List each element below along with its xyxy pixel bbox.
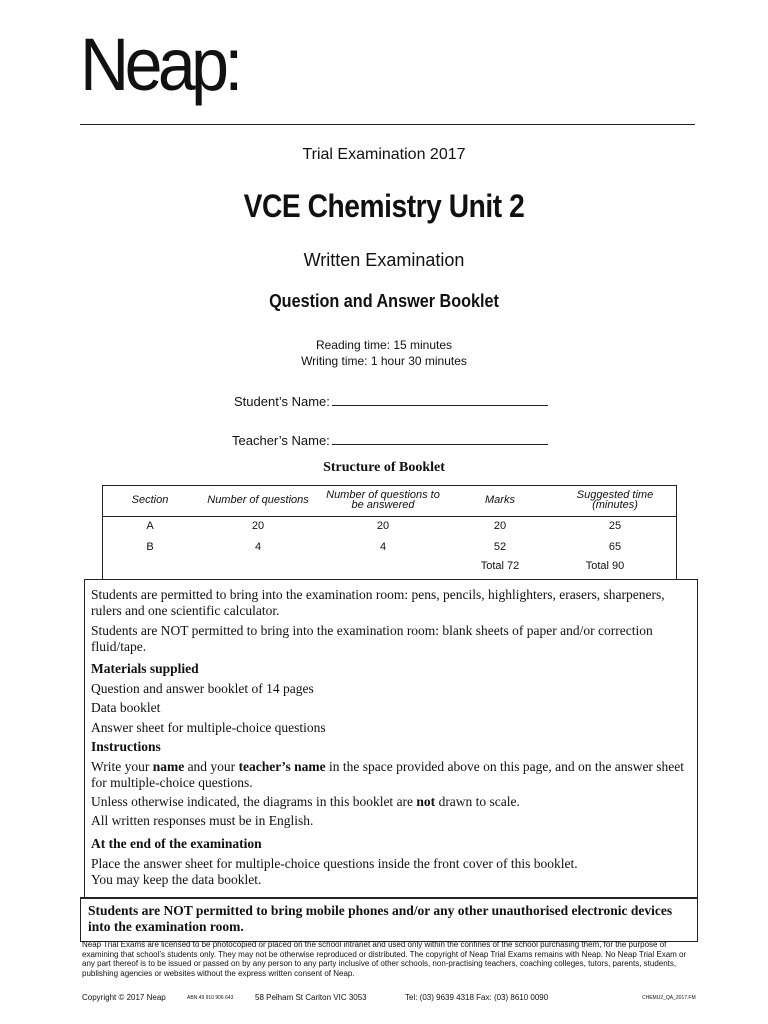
student-name-line[interactable] (332, 394, 548, 406)
materials-heading: Materials supplied (91, 661, 199, 676)
end-instruction: You may keep the data booklet. (91, 872, 262, 887)
table-header (103, 486, 676, 517)
booklet-title: Question and Answer Booklet (269, 291, 499, 311)
footer-abn: ABN 49 910 906 643 (187, 995, 234, 1001)
instructions-box (84, 579, 698, 899)
page-title: VCE Chemistry Unit 2 (243, 188, 525, 224)
material-item: Data booklet (91, 700, 161, 715)
table-cell: B (146, 541, 154, 553)
permitted-text: Students are permitted to bring into the examination room: pens, pencils, highlighters, erasers, sharpeners, rulers and one scientific calculator. (91, 587, 665, 618)
writing-time: Writing time: 1 hour 30 minutes (301, 354, 467, 368)
footer-contact: Tel: (03) 9639 4318 Fax: (03) 8610 0090 (405, 993, 549, 1002)
material-item: Question and answer booklet of 14 pages (91, 681, 314, 696)
header-marks: Marks (485, 494, 515, 506)
table-cell: 4 (254, 541, 262, 553)
student-name-field[interactable] (234, 394, 548, 409)
instruction-name: Write your name and your teacher’s name in the space provided above on this page, and on the answer sheet for multiple-choice questions. (91, 759, 685, 790)
header-num-questions: Number of questions (207, 494, 309, 506)
structure-table (102, 485, 677, 579)
end-instruction: Place the answer sheet for multiple-choice questions inside the front cover of this booklet. (91, 856, 578, 871)
structure-title: Structure of Booklet (323, 460, 445, 475)
warning-box (80, 897, 698, 942)
table-cell: 4 (379, 541, 387, 553)
footer-address: 58 Pelham St Carlton VIC 3053 (255, 993, 367, 1002)
warning-text: Students are NOT permitted to bring mobile phones and/or any other unauthorised electronic devices into the examination room. (88, 903, 673, 934)
total-time: Total 90 (585, 560, 625, 572)
teacher-name-label: Teacher’s Name: (232, 433, 330, 448)
exam-line: Trial Examination 2017 (302, 146, 466, 163)
table-cell: 65 (608, 541, 622, 553)
header-time: Suggested time (minutes) (576, 489, 654, 511)
end-heading: At the end of the examination (91, 836, 262, 851)
subtitle: Written Examination (303, 250, 465, 270)
instruction-scale: Unless otherwise indicated, the diagrams in this booklet are not drawn to scale. (91, 794, 520, 809)
header-rule (80, 124, 695, 125)
not-permitted-text: Students are NOT permitted to bring into the examination room: blank sheets of paper and/or correction fluid/tape. (91, 623, 653, 654)
reading-time: Reading time: 15 minutes (315, 338, 453, 352)
table-cell: 25 (608, 520, 622, 532)
header-to-answer: Number of questions to be answered (326, 489, 440, 511)
neap-logo: Neap: (80, 23, 239, 106)
legal-notice: Neap Trial Exams are licensed to be photocopied or placed on the school intranet and used only within the confines of the school purchasing them, for the purpose of examining that school’s students only. They may not be otherwise reproduced or distributed. The copyright of Neap Trial Exams remains with Neap. No Neap Trial Exam or any part thereof is to be issued or passed on by any person to any party inclusive of other schools, non-practising teachers, coaching colleges, tutors, parents, students, publishing agencies or websites without the express written consent of Neap. (82, 940, 687, 978)
teacher-name-line[interactable] (332, 433, 548, 445)
footer-code: CHEMU2_QA_2017.FM (642, 995, 696, 1001)
table-cell: 20 (251, 520, 265, 532)
table-cell: 52 (493, 541, 507, 553)
material-item: Answer sheet for multiple-choice questions (91, 720, 326, 735)
table-cell: A (146, 520, 154, 532)
table-cell: 20 (493, 520, 507, 532)
header-section: Section (131, 494, 169, 506)
teacher-name-field[interactable] (232, 433, 548, 448)
footer-copyright: Copyright © 2017 Neap (82, 993, 166, 1002)
instruction-english: All written responses must be in English. (91, 813, 314, 828)
table-cell: 20 (376, 520, 390, 532)
student-name-label: Student’s Name: (234, 394, 330, 409)
total-marks: Total 72 (480, 560, 520, 572)
instructions-heading: Instructions (91, 739, 161, 754)
